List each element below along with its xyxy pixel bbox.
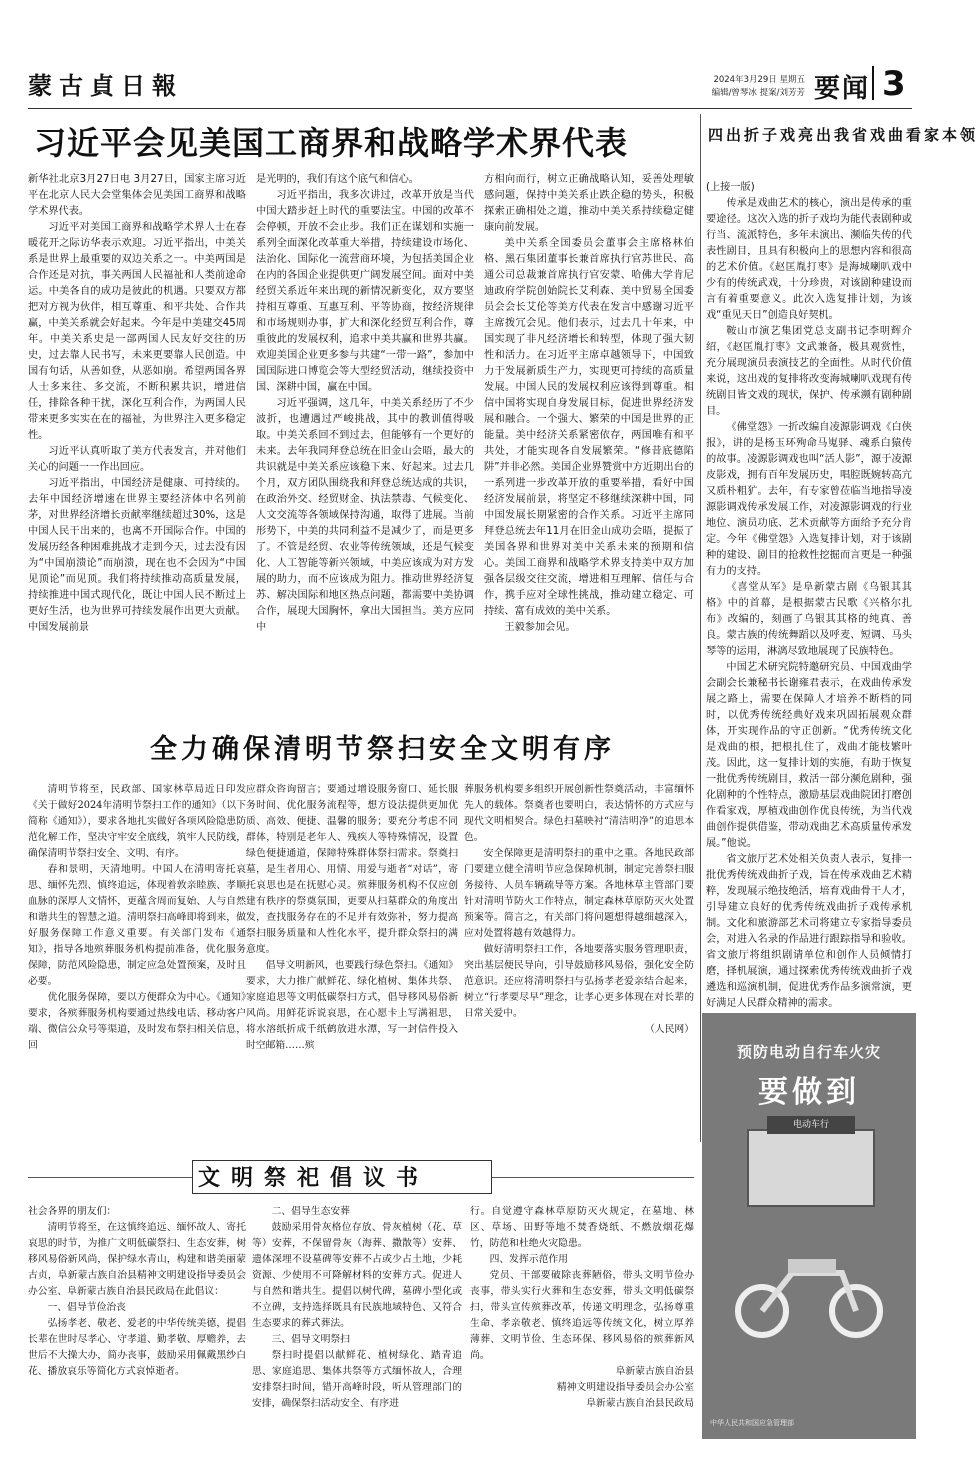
signature: 阜新蒙古族自治县民政局	[586, 1398, 694, 1409]
section-heading: 二、倡导生态安葬	[271, 1206, 350, 1217]
issue-editors: 编辑/曾琴冰 提案/刘芳芳	[711, 88, 805, 98]
article2-headline: 全力确保清明节祭扫安全文明有序	[150, 734, 615, 765]
paragraph: 弘扬孝老、敬老、爱老的中华传统美德，提倡长辈在世时尽孝心、守孝道、勤孝敬、厚赡养，去世后不大操大办，简办丧事，鼓励采用佩戴黑纱白花、播放哀乐等简化方式哀悼逝者。	[28, 1318, 246, 1377]
paragraph: 习近平对美国工商界和战略学术界人士在春暖花开之际访华表示欢迎。习近平指出，中美关系是世界上最重要的双边关系之一。中美两国是合作还是对抗，事关两国人民福祉和人类前途命运。中美各自的成功是彼此的机遇。只要双方都把对方视为伙伴，相互尊重、和平共处、合作共赢，中美关系就会好起来。今年是中美建交45周年。中美关系史是一部两国人民友好交往的历史，过去靠人民书写，未来更要靠人民创造。中国有句话，从善如登，从恶如崩。希望两国各界人士多来往、多交流，不断积累共识，增进信任，排除各种干扰，深化互利合作，为两国人民带来更多实实在在的福祉，为世界注入更多稳定性。	[28, 222, 246, 441]
article1-col2	[256, 172, 474, 720]
paragraph: 祭扫时提倡以献鲜花、植树绿化、踏青追思、家庭追思、集体共祭等方式缅怀故人，合理安排祭扫时间，错开高峰时段，听从管理部门的安排，确保祭扫活动安全、有序进	[252, 1350, 462, 1409]
divider	[492, 1177, 694, 1178]
source: （人民网）	[645, 1024, 694, 1035]
shop-illustration	[747, 1129, 875, 1207]
paragraph: 方相向而行，树立正确战略认知，妥善处理敏感问题，保持中美关系止跌企稳的势头，积极探索正确相处之道，推动中美关系持续稳定健康向前发展。	[484, 174, 694, 233]
paragraph: 省文旅厅艺术处相关负责人表示，复排一批优秀传统戏曲折子戏，旨在传承戏曲艺术精粹，发现展示绝技绝活，培育戏曲骨干人才，引导建立良好的优秀传统戏曲折子戏传承机制。文化和旅游部艺术司将建立专家指导委员会，对进入名录的作品进行跟踪指导和验收。省文旅厅将组织剧请单位和创作人员倾情打磨，择机展演，通过探索优秀传统戏曲折子戏遴选和巡演机制，促进优秀作品多演常演，更好满足人民群众精神的需求。	[706, 854, 912, 1009]
side-article	[706, 180, 912, 1008]
paragraph: 习近平认真听取了美方代表发言，并对他们关心的问题一一作出回应。	[28, 446, 246, 473]
issue-info	[660, 74, 805, 100]
article1-col3	[484, 172, 694, 720]
paragraph: 是光明的，我们有这个底气和信心。	[256, 174, 419, 185]
signature: 精神文明建设指导委员会办公室	[556, 1382, 694, 1393]
paragraph: 中国艺术研究院特邀研究员、中国戏曲学会副会长兼秘书长谢雍君表示，在戏曲传承发展之路上，需要在保障人才培养不断档的同时，以优秀传统经典好戏来巩固拓展观众群体，开实现作品的守正创新。“优秀传统文化是戏曲的根，把根扎住了，戏曲才能枝繁叶茂。因此，这一复排计划的实施，有助于恢复一批优秀传统剧目，救活一部分濒危剧种，强化剧种的个性特点，激励基层戏曲院团打磨创作看家戏，厚植戏曲创作优良传统，为当代戏曲创作提供借鉴，带动戏曲艺术高质量传承发展。”他说。	[706, 662, 912, 849]
headline: 习近平会见美国工商界和战略学术界代表	[34, 124, 629, 162]
paragraph: 鞍山市演艺集团党总支副书记李明辉介绍，《赵匡胤打枣》文武兼备，极具观赏性，充分展现演员表演技艺的全面性。从时代价值来说，这出戏的复排将改变海城喇叭戏现有传统剧目皆文戏的现状，保护、传承濒有剧种剧目。	[706, 326, 912, 417]
salutation: 社会各界的朋友们：	[28, 1206, 117, 1217]
shop-sign: 电动车行	[767, 1116, 855, 1134]
paragraph: 清明节将至，民政部、国家林草局近日印发《关于做好2024年清明节祭扫工作的通知》（以下简称《通知》），要求各地扎实做好各项风险隐患防范化解工作，坚决守牢安全底线，筑牢人民防线，确保清明节祭扫安全、文明、有序。	[28, 784, 246, 859]
article2-col2	[246, 782, 458, 1142]
divider	[28, 1177, 192, 1178]
paragraph: 葬服务机构要多组织开展创新性祭奠活动，丰富缅怀先人的载体。祭奠者也要明白，表达情怀的方式应与现代文明相契合。绿色扫墓映衬“清洁明净”的追思本色。	[464, 784, 694, 843]
section-heading: 三、倡导文明祭扫	[271, 1334, 350, 1345]
article2-col1	[28, 782, 246, 1142]
paragraph: 优化服务保障，要以方便群众为中心。《通知》要求，各殡葬服务机构要通过热线电话、移动客户端、微信公众号等渠道，及时发布祭扫相关信息，回	[28, 992, 246, 1051]
section-name: 要闻	[814, 74, 871, 104]
paragraph: 习近平强调，这几年，中美关系经历了不少波折，也遭遇过严峻挑战，其中的教训值得吸取。中美关系回不到过去，但能够有一个更好的未来。去年我同拜登总统在旧金山会晤，最大的共识就是中美关系应该稳下来、好起来。过去几个月，双方团队围绕我和拜登总统达成的共识，在政治外交、经贸财金、执法禁毒、气候变化、人文交流等各领域保持沟通，取得了进展。当前形势下，中美的共同利益不是减少了，而是更多了。不管是经贸、农业等传统领域，还是气候变化、人工智能等新兴领域，中美应该成为对方发展的助力，而不应该成为阻力。推动世界经济复苏、解决国际和地区热点问题，都需要中美协调合作，展现大国胸怀，拿出大国担当。美方应同中	[256, 398, 474, 633]
paragraph: 行。自觉遵守森林草原防灭火规定，在墓地、林区、草场、田野等地不焚香烧纸、不燃放烟花爆竹，防范和杜绝火灾隐患。	[470, 1206, 694, 1249]
scooter-illustration	[722, 1223, 896, 1343]
issue-date: 2024年3月29日 星期五	[713, 75, 805, 85]
paragraph: 王毅参加会见。	[504, 622, 576, 633]
ad-title: 预防电动自行车火灾	[736, 1043, 881, 1061]
article2-col3	[464, 782, 694, 1142]
advertisement	[702, 1013, 916, 1439]
section-heading: 四、发挥示范作用	[489, 1254, 568, 1265]
page-number: 3	[882, 64, 906, 104]
ad-footer: 中华人民共和国应急管理部	[710, 1419, 794, 1427]
paragraph: 清明节将至，在这慎终追远、缅怀故人、寄托哀思的时节，为推广文明低碳祭扫、生态安葬，树移风易俗新风尚，保护绿水青山，构建和谐美丽蒙古贞，阜新蒙古族自治县精神文明建设指导委员会办公室、阜新蒙古族自治县民政局在此倡议：	[28, 1222, 246, 1297]
paragraph: 《佛堂怨》一折改编自凌源影调戏《白侠报》，讲的是杨玉环殉命马嵬驿、魂系白猿传的故事。凌源影调戏也叫“活人影”，源于凌源皮影戏，拥有百年发展历史，唱腔既婉转高亢又质朴粗犷。去年，有专家曾莅临当地指导凌源影调戏传承发展工作，对凌源影调戏的行业地位、演员功底、艺术贡献等方面给予充分肯定。今年《佛堂怨》入选复排计划，对于该剧种的建设、剧目的抢救性挖掘而言更是一种强有力的支持。	[706, 422, 912, 577]
paragraph: 春和景明，天清地明。中国人在清明寄托哀思、缅怀先烈、慎终追远，体现着敦亲睦族、孝顺血脉的深厚人文情怀，更蕴含周而复始、人与自然和谐共生的智慧之道。清明祭扫高峰即将到来，做好服务保障工作意义重要。有关部门发布《通知》，指导各地殡葬服务机构提前准备，优化服务保障，防范风险隐患，制定应急处置预案，及时且必要。	[28, 864, 246, 987]
paragraph: 《喜堂从军》是阜新蒙古剧《乌银其其格》中的首幕，是根据蒙古民歌《兴格尔扎布》改编的，刻画了乌银其其格的纯真、善良。蒙古族的传统舞蹈以及呼麦、短调、马头琴等的运用，淋漓尽致地展现了民族特色。	[706, 582, 912, 657]
paragraph: 应群众咨询留言；要通过增设服务窗口、延长服务时间、优化服务流程等，想方设法提供更加优质、高效、便捷、温馨的服务；要充分考虑不同群体，特别是老年人、残疾人等特殊情况，设置绿色便捷通道，保障特殊群体祭扫需求。祭奠扫墓，是生者用心、用情、用爱与逝者“对话”，寄托哀思也是在抚慰心灵。殡葬服务机构不仅应创建有秩序的祭奠氛围，更要从扫墓群众的角度出发，查找服务存在的不足并有效弥补，努力提高祭扫服务质量和人性化水平，提升群众祭扫的满意度。	[246, 784, 458, 955]
ad-slogan: 要做到	[758, 1075, 860, 1110]
article1-col1	[28, 172, 246, 720]
paragraph: 美中关系全国委员会董事会主席格林伯格、黑石集团董事长兼首席执行官苏世民、高通公司总裁兼首席执行官安蒙、哈佛大学肯尼迪政府学院创始院长艾利森、美中贸易全国委员会会长艾伦等美方代表在发言中感谢习近平主席拨冗会见。他们表示，过去几十年来，中国实现了非凡经济增长和转型，体现了强大韧性和活力。在习近平主席卓越领导下，中国致力于发展新质生产力，实现更可持续的高质量发展。中国人民的发展权利应该得到尊重。相信中国将实现自身发展目标，促进世界经济发展和融合。一个强大、繁荣的中国是世界的正能量。美中经济关系紧密依存，两国唯有和平共处，才能实现各自发展繁荣。“修昔底德陷阱”并非必然。美国企业界赞赏中方近期出台的一系列进一步改革开放的重要举措，看好中国经济发展前景，将坚定不移继续深耕中国，同中国发展长期紧密的合作关系。习近平主席同拜登总统去年11月在旧金山成功会晤，提振了美国各界和世界对美中关系未来的预期和信心。美国工商界和战略学术界支持美中双方加强各层级交往交流，增进相互理解、信任与合作，携手应对全球性挑战，推动建立稳定、可持续、富有成效的美中关系。	[484, 238, 694, 617]
section-heading: 一、倡导节俭治丧	[47, 1302, 126, 1313]
paragraph: 习近平指出，我多次讲过，改革开放是当代中国大踏步赶上时代的重要法宝。中国的改革不会停顿，开放不会止步。我们正在谋划和实施一系列全面深化改革重大举措，持续建设市场化、法治化、国际化一流营商环境，为包括美国企业在内的各国企业提供更广阔发展空间。面对中美经贸关系近年来出现的新情况新变化，双方要坚持相互尊重、互惠互利、平等协商，按经济规律和市场规则办事，扩大和深化经贸互利合作，尊重彼此的发展权利，追求中美共赢和世界共赢。欢迎美国企业更多参与共建“一带一路”，参加中国国际进口博览会等大型经贸活动，继续投资中国、深耕中国，赢在中国。	[256, 190, 474, 393]
paragraph: 新华社北京3月27日电 3月27日，国家主席习近平在北京人民大会堂集体会见美国工商界和战略学术界代表。	[28, 174, 246, 217]
paragraph: 做好清明祭扫工作，各地要落实服务管理职责，突出基层便民导向，引导鼓励移风易俗，强化安全防范意识。还应将清明祭扫与弘扬孝老爱亲结合起来，树立“行孝要尽早”理念，让孝心更多体现在对长辈的日常关爱中。	[464, 944, 694, 1019]
paragraph: 鼓励采用骨灰格位存放、骨灰植树（花、草等）安葬，不保留骨灰（海葬、撒散等）安葬、遗体深埋不设墓碑等安葬不占或少占土地，少耗资源、少使用不可降解材料的安葬方式。促进人与自然和谐共生。提倡以树代碑，墓碑小型化或不立碑，支持选择既具有民族地域特色、又符合生态要求的葬式葬法。	[252, 1222, 462, 1329]
paragraph: (上接一版)	[706, 182, 755, 193]
article3-col2	[252, 1204, 462, 1444]
article3-col3	[470, 1204, 694, 1444]
divider	[872, 66, 874, 100]
paragraph: 安全保障更是清明祭扫的重中之重。各地民政部门要建立健全清明节应急保障机制，制定完善祭扫服务接待、人员车辆疏导等方案。各地林草主管部门要针对清明节防火工作特点，制定森林草原防灭火处置预案等。简言之，有关部门将问题想得越细越深入，应对处置将越有效越得力。	[464, 848, 694, 939]
paragraph: 党员、干部要破除丧葬陋俗，带头文明节俭办丧事，带头实行火葬和生态安葬，带头文明低碳祭扫，带头宣传殡葬改革，传递文明理念，弘扬尊重生命、孝亲敬老、慎终追远等传统文化，树立厚养薄葬、文明节俭、生态环保、移风易俗的殡葬新风尚。	[470, 1270, 694, 1361]
signature: 阜新蒙古族自治县	[615, 1366, 694, 1377]
side-headline: 四出折子戏亮出我省戏曲看家本领	[708, 126, 978, 144]
masthead: 蒙古貞日報	[28, 71, 183, 100]
article3-headline: 文明祭祀倡议书	[198, 1165, 430, 1191]
paragraph: 倡导文明新风，也要践行绿色祭扫。《通知》要求，大力推广献鲜花、绿化植树、集体共祭、家庭追思等文明低碳祭扫方式，倡导移风易俗新风尚。用鲜花诉说哀思，在心愿卡上写满祖思，将水溶纸折成千纸鹤放进水潭，写一封信件投入时空邮箱……殡	[246, 960, 458, 1051]
column-divider	[700, 114, 701, 1142]
divider	[28, 108, 912, 109]
paragraph: 传承是戏曲艺术的核心，演出是传承的重要途径。这次入选的折子戏均为能代表剧种或行当、流派特色，多年未演出、濒临失传的代表性剧目，且具有积极向上的思想内容和很高的艺术价值。《赵匡胤打枣》是海城喇叭戏中少有的传统武戏，十分珍贵，对该剧种建设而言有着重要意义。此次入选复排计划，为该戏“重见天日”创造良好契机。	[706, 198, 912, 321]
article3-col1	[28, 1204, 246, 1444]
paragraph: 习近平指出，中国经济是健康、可持续的。去年中国经济增速在世界主要经济体中名列前茅，对世界经济增长贡献率继续超过30%，这是中国人民干出来的，也离不开国际合作。中国的发展历经各种困难挑战才走到今天，过去没有因为“中国崩溃论”而崩溃，现在也不会因为“中国见顶论”而见顶。我们将持续推动高质量发展，持续推进中国式现代化，既让中国人民不断过上更好生活，也为世界可持续发展作出更大贡献。中国发展前景	[28, 478, 246, 633]
